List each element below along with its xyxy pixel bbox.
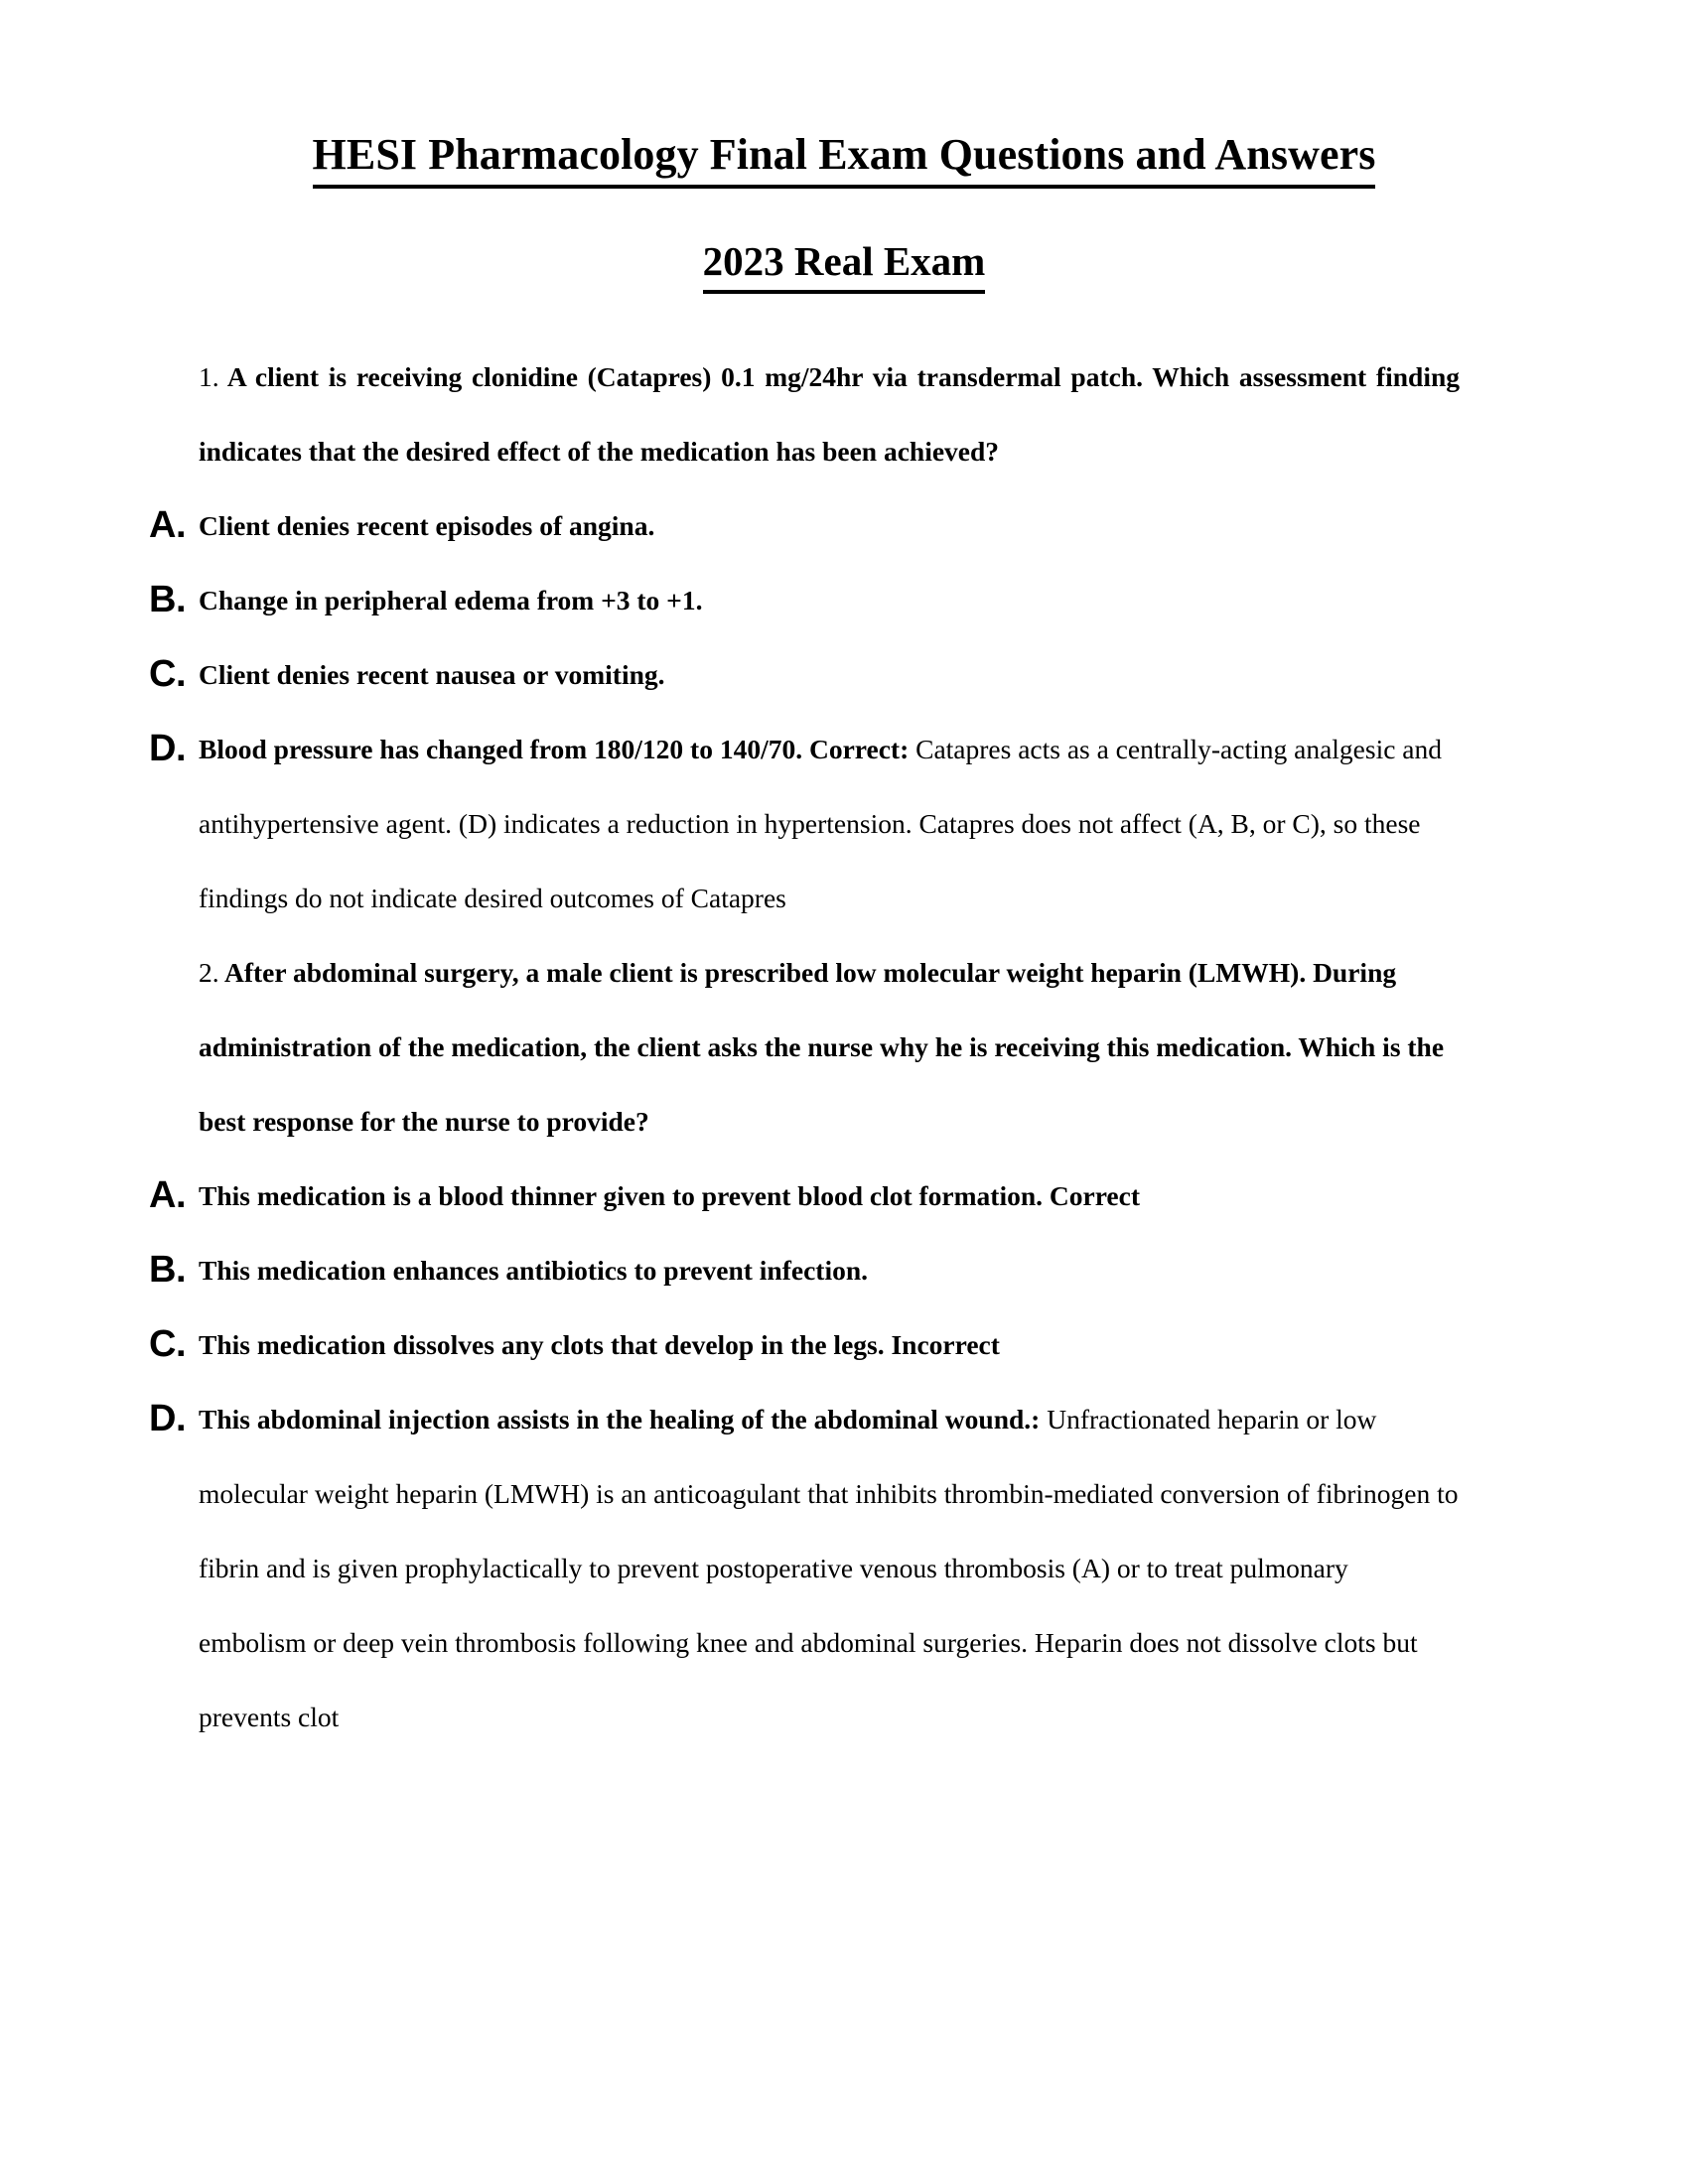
question-stem-text: A client is receiving clonidine (Catapres) 0.1 mg/24hr via transdermal patch. Which assessment finding indicates that the desired effect of the medication has been achieved? <box>199 361 1461 468</box>
option-bold-text: Client denies recent episodes of angina. <box>199 510 655 542</box>
option-bold-text: This medication dissolves any clots that develop in the legs. Incorrect <box>199 1329 1000 1361</box>
option-bold-text: This abdominal injection assists in the healing of the abdominal wound.: <box>199 1404 1041 1435</box>
option-marker: D. <box>149 728 186 770</box>
option-marker: A. <box>149 1174 186 1217</box>
option-bold-text: Client denies recent nausea or vomiting. <box>199 659 665 691</box>
answer-option[interactable] <box>0 563 1688 637</box>
option-marker: C. <box>149 1323 186 1366</box>
option-text <box>199 488 1460 563</box>
answer-option[interactable] <box>0 712 1688 935</box>
question-stem <box>0 340 1688 488</box>
question-number: 1. <box>199 361 219 393</box>
option-text <box>199 1233 1460 1307</box>
title-block <box>0 0 1688 294</box>
option-text <box>199 1307 1460 1382</box>
answer-option[interactable] <box>0 1233 1688 1307</box>
question-stem-text: After abdominal surgery, a male client is prescribed low molecular weight heparin (LMWH). During administration of the medication, the client asks the nurse why he is receiving this medication. Which is the best response for the nurse to provide? <box>199 957 1445 1138</box>
option-text <box>199 1159 1460 1233</box>
page-subtitle <box>0 189 1688 294</box>
option-text <box>199 712 1460 935</box>
option-marker: A. <box>149 504 186 547</box>
option-text <box>199 563 1460 637</box>
answer-option[interactable] <box>0 1307 1688 1382</box>
option-bold-text: Blood pressure has changed from 180/120 to 140/70. Correct: <box>199 734 910 765</box>
option-bold-text: This medication is a blood thinner given to prevent blood clot formation. Correct <box>199 1180 1140 1212</box>
answer-option[interactable] <box>0 1382 1688 1754</box>
option-marker: B. <box>149 579 186 621</box>
option-bold-text: Change in peripheral edema from +3 to +1. <box>199 585 703 616</box>
option-explanation-text: Unfractionated heparin or low molecular weight heparin (LMWH) is an anticoagulant that inhibits thrombin-mediated conversion of fibrinogen to fibrin and is given prophylactically to prevent postoperative venous thrombosis (A) or to treat pulmonary embolism or deep vein thrombosis following knee and abdominal surgeries. Heparin does not dissolve clots but prevents clot <box>199 1404 1459 1733</box>
option-marker: B. <box>149 1249 186 1292</box>
page-subtitle-text: 2023 Real Exam <box>703 236 986 294</box>
option-text <box>199 1382 1460 1754</box>
option-marker: C. <box>149 653 186 696</box>
option-text <box>199 637 1460 712</box>
exam-content <box>0 294 1688 1754</box>
page-title-text: HESI Pharmacology Final Exam Questions and Answers <box>313 127 1376 189</box>
option-marker: D. <box>149 1398 186 1440</box>
question-number: 2. <box>199 957 219 989</box>
answer-option[interactable] <box>0 488 1688 563</box>
option-bold-text: This medication enhances antibiotics to prevent infection. <box>199 1255 869 1287</box>
answer-option[interactable] <box>0 637 1688 712</box>
answer-option[interactable] <box>0 1159 1688 1233</box>
option-explanation-text: Catapres acts as a centrally-acting analgesic and antihypertensive agent. (D) indicates a reduction in hypertension. Catapres does not affect (A, B, or C), so these findings do not indicate desired outcomes of Catapres <box>199 734 1442 914</box>
page-title <box>0 127 1688 189</box>
question-stem <box>0 935 1688 1159</box>
